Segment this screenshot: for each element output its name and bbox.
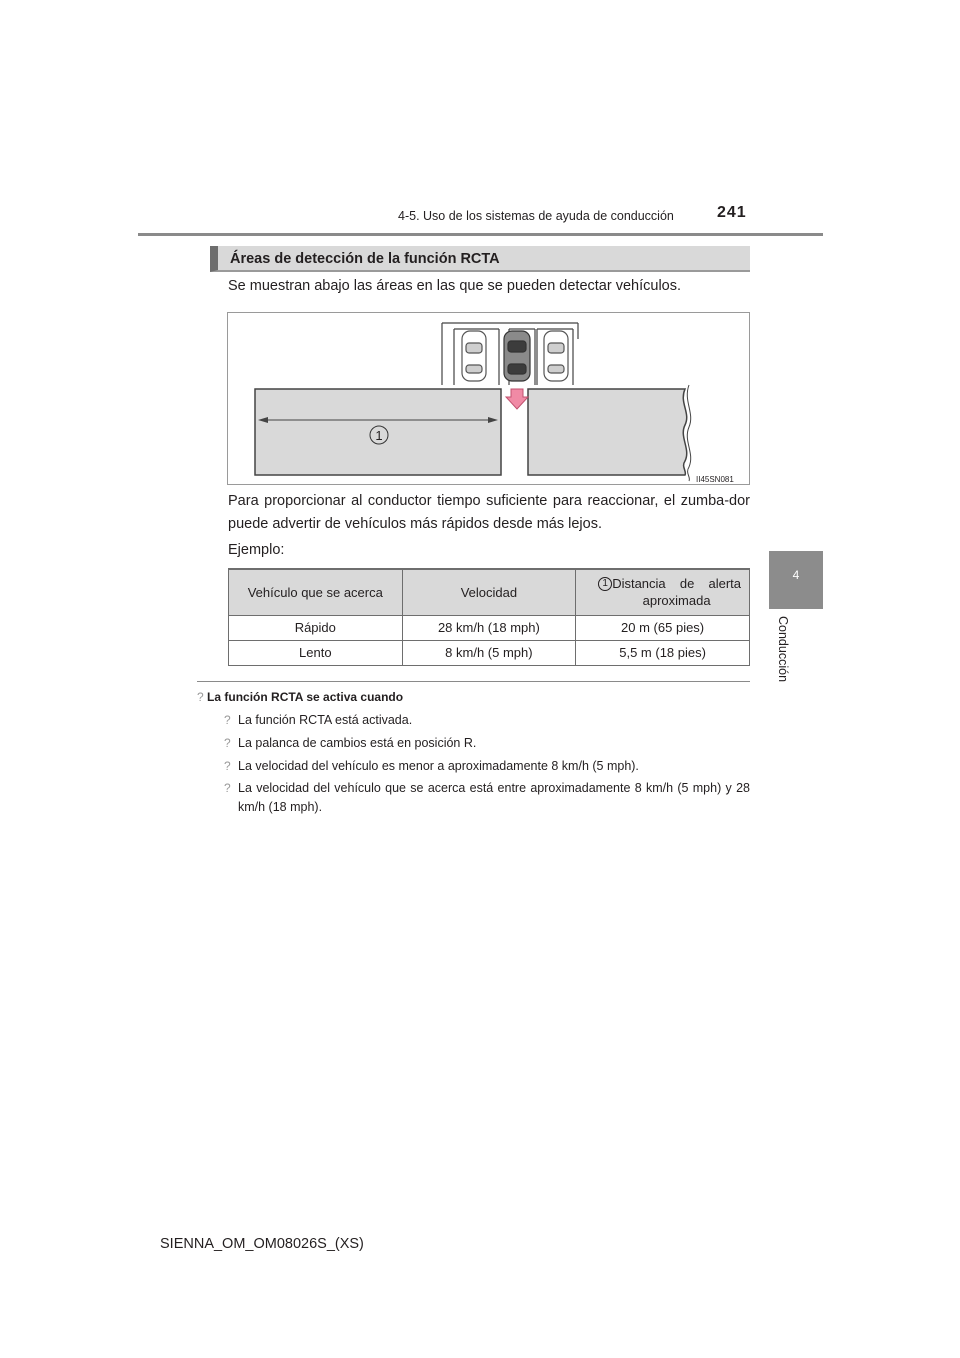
table-row — [229, 640, 750, 665]
header-rule — [138, 233, 823, 236]
chapter-label: Conducción — [776, 616, 790, 683]
detection-area-diagram — [228, 313, 751, 486]
table-header: Velocidad — [402, 569, 576, 615]
table-cell: 5,5 m (18 pies) — [576, 640, 750, 665]
note-item: La velocidad del vehículo es menor a aproximadamente 8 km/h (5 mph). — [238, 759, 639, 773]
detection-area-figure — [227, 312, 750, 485]
note-item: La palanca de cambios está en posición R. — [238, 736, 477, 750]
right-detection-area — [528, 389, 687, 475]
example-label: Ejemplo: — [228, 542, 285, 558]
figure-code: II45SN081 — [696, 475, 734, 484]
section-title: Áreas de detección de la función RCTA — [230, 251, 500, 267]
callout-circle: 1 — [598, 577, 612, 591]
note-item: La función RCTA está activada. — [238, 713, 413, 727]
callout-number: 1 — [375, 428, 383, 443]
page-number: 241 — [717, 204, 747, 221]
header-line-2: aproximada — [642, 593, 711, 609]
note-bullet: ? — [197, 690, 204, 704]
section-path: 4-5. Uso de los sistemas de ayuda de conducción — [398, 209, 674, 223]
table-cell: 8 km/h (5 mph) — [402, 640, 576, 665]
table-header-row — [229, 569, 750, 615]
table-header: Vehículo que se acerca — [229, 569, 403, 615]
table-row — [229, 615, 750, 640]
paragraph: Para proporcionar al conductor tiempo suficiente para reaccionar, el zumba-dor puede advertir de vehículos más rápidos desde más lejos. — [228, 493, 750, 532]
separator — [197, 681, 750, 682]
footer-code: SIENNA_OM_OM08026S_(XS) — [160, 1236, 364, 1252]
parked-car-right — [544, 331, 568, 381]
item-bullet: ? — [224, 713, 231, 727]
table-cell: 28 km/h (18 mph) — [402, 615, 576, 640]
note-title-text: La función RCTA se activa cuando — [207, 690, 404, 704]
item-bullet: ? — [224, 736, 231, 750]
table-cell: 20 m (65 pies) — [576, 615, 750, 640]
table-cell: Lento — [229, 640, 403, 665]
table-cell: Rápido — [229, 615, 403, 640]
reverse-arrow — [506, 389, 528, 409]
item-bullet: ? — [224, 781, 231, 795]
note-title — [197, 690, 403, 704]
chapter-label-wrap — [762, 612, 798, 692]
item-bullet: ? — [224, 759, 231, 773]
header-line-1: Distancia de alerta — [612, 576, 741, 592]
section-header — [210, 246, 750, 272]
table-header — [576, 569, 750, 615]
intro-text: Se muestran abajo las áreas en las que se pueden detectar vehículos. — [228, 278, 682, 294]
break-line — [687, 385, 690, 481]
alert-distance-table — [228, 568, 750, 666]
chapter-tab: 4 — [769, 551, 823, 609]
parked-car-left — [462, 331, 486, 381]
own-vehicle — [504, 331, 530, 381]
note-item: La velocidad del vehículo que se acerca está entre aproximadamente 8 km/h (5 mph) y 28 km/h (18 mph). — [238, 781, 750, 814]
